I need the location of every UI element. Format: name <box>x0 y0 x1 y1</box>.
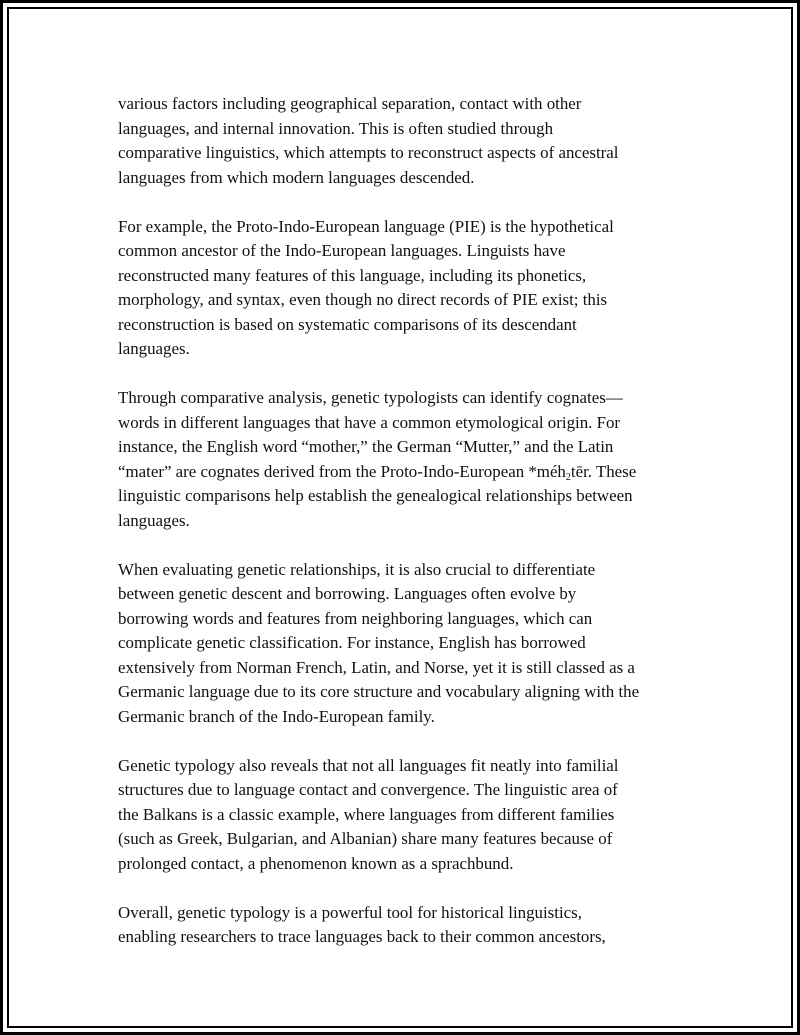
text-line: Genetic typology also reveals that not all languages fit neatly into familial <box>118 755 619 775</box>
text-line: instance, the English word “mother,” the German “Mutter,” and the Latin <box>118 437 614 456</box>
paragraph-5 <box>118 754 698 877</box>
text-line: Through comparative analysis, genetic typologists can identify cognates— <box>118 388 623 407</box>
text-line: Overall, genetic typology is a powerful tool for historical linguistics, <box>118 902 582 922</box>
text-line: various factors including geographical separation, contact with other <box>118 94 582 113</box>
text-line: prolonged contact, a phenomenon known as a sprachbund. <box>118 853 514 873</box>
text-line: (such as Greek, Bulgarian, and Albanian) share many features because of <box>118 829 613 848</box>
text-line: reconstruction is based on systematic comparisons of its descendant <box>118 314 577 334</box>
text-line: languages, and internal innovation. This is often studied through <box>118 118 554 138</box>
text-line: comparative linguistics, which attempts to reconstruct aspects of ancestral <box>118 143 619 162</box>
text-line: languages. <box>118 510 190 530</box>
text-line: When evaluating genetic relationships, it is also crucial to differentiate <box>118 559 596 579</box>
text-line: Germanic language due to its core structure and vocabulary aligning with the <box>118 682 640 701</box>
document-body <box>118 92 698 974</box>
text-line: Germanic branch of the Indo-European family. <box>118 706 435 726</box>
text-line: borrowing words and features from neighboring languages, which can <box>118 608 593 628</box>
text-segment: “mater” are cognates derived from the Proto-Indo-European *méh <box>118 461 566 481</box>
paragraph-3 <box>118 386 698 533</box>
text-line: linguistic comparisons help establish the genealogical relationships between <box>118 486 633 505</box>
subscript-digit: 2 <box>565 471 571 483</box>
text-line: morphology, and syntax, even though no direct records of PIE exist; this <box>118 290 608 309</box>
text-line: words in different languages that have a common etymological origin. For <box>118 412 621 432</box>
text-line: common ancestor of the Indo-European languages. Linguists have <box>118 241 566 260</box>
text-line: enabling researchers to trace languages back to their common ancestors, <box>118 927 606 946</box>
text-line: reconstructed many features of this language, including its phonetics, <box>118 265 587 285</box>
text-line: the Balkans is a classic example, where languages from different families <box>118 804 615 824</box>
text-line: extensively from Norman French, Latin, and Norse, yet it is still classed as a <box>118 657 635 677</box>
text-line: between genetic descent and borrowing. Languages often evolve by <box>118 584 577 603</box>
text-line: languages from which modern languages descended. <box>118 167 475 187</box>
text-line: structures due to language contact and convergence. The linguistic area of <box>118 780 618 799</box>
text-line: For example, the Proto-Indo-European language (PIE) is the hypothetical <box>118 216 614 236</box>
text-segment: tēr. These <box>570 461 637 481</box>
paragraph-1 <box>118 92 698 190</box>
paragraph-4 <box>118 558 698 730</box>
text-line-with-subscript <box>118 460 698 485</box>
paragraph-6 <box>118 901 698 950</box>
paragraph-2 <box>118 215 698 362</box>
text-line: complicate genetic classification. For instance, English has borrowed <box>118 633 586 652</box>
text-line: languages. <box>118 339 190 358</box>
